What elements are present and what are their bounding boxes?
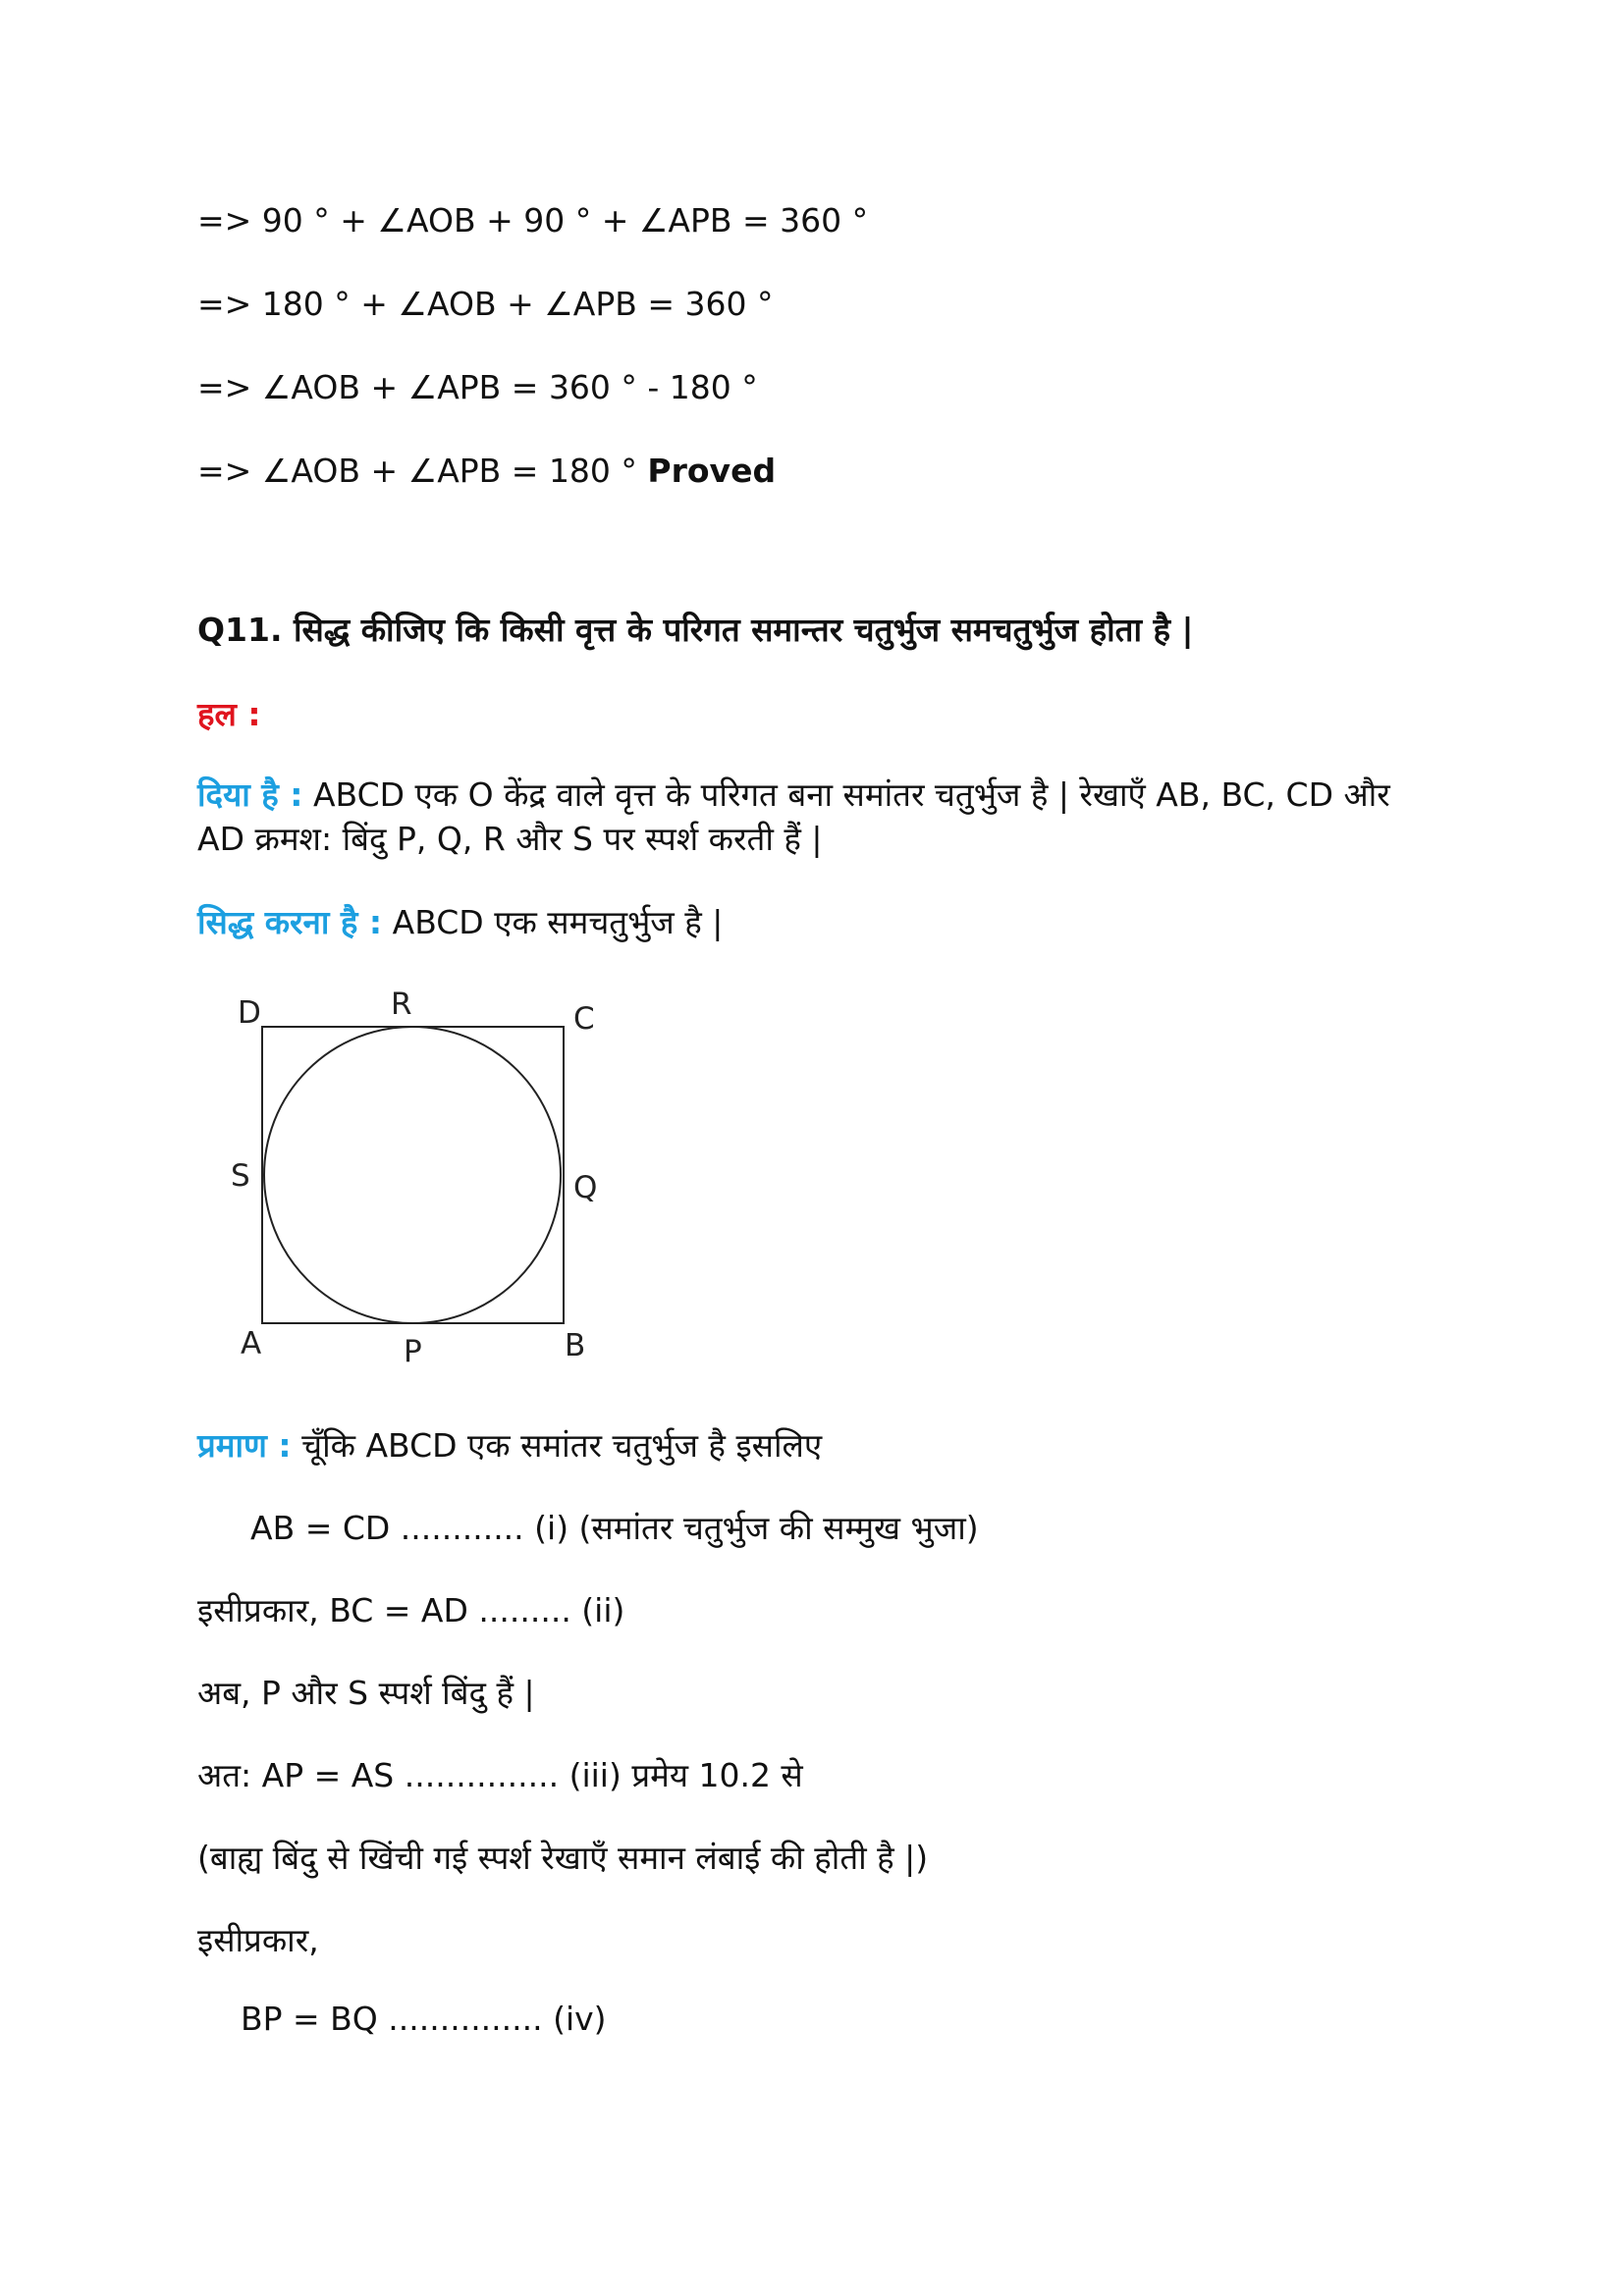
to-prove-text: ABCD एक समचतुर्भुज है | [392, 903, 724, 941]
proof-label: प्रमाण : [197, 1426, 292, 1465]
step-line: => ∠AOB + ∠APB = 360 ° - 180 ° [197, 368, 758, 406]
proof-line: अब, P और S स्पर्श बिंदु हैं | [197, 1674, 535, 1712]
proved-label: Proved [647, 452, 777, 490]
proof-intro: चूँकि ABCD एक समांतर चतुर्भुज है इसलिए [301, 1426, 823, 1465]
proof-intro-line [197, 1426, 822, 1466]
label-b: B [565, 1328, 586, 1363]
proof-line: अत: AP = AS ............... (iii) प्रमेय 10.2 से [197, 1756, 803, 1794]
label-q: Q [573, 1170, 598, 1205]
label-p: P [404, 1334, 422, 1369]
given-text: ABCD एक O केंद्र वाले वृत्त के परिगत बना समांतर चतुर्भुज है | रेखाएँ AB, BC, CD और [312, 775, 1390, 814]
to-prove-label: सिद्ध करना है : [197, 903, 383, 941]
label-r: R [391, 987, 412, 1022]
label-s: S [231, 1158, 250, 1194]
label-c: C [573, 1001, 595, 1037]
proof-line: BP = BQ ............... (iv) [241, 2000, 607, 2038]
solution-label: हल : [197, 695, 261, 733]
given-label: दिया है : [197, 775, 303, 814]
proof-line: इसीप्रकार, BC = AD ......... (ii) [197, 1591, 625, 1629]
step-text: => ∠AOB + ∠APB = 180 ° [197, 452, 637, 490]
label-a: A [241, 1326, 262, 1362]
proof-line: AB = CD ............ (i) (समांतर चतुर्भुज की सम्मुख भुजा) [250, 1509, 979, 1547]
proof-line: इसीप्रकार, [197, 1921, 319, 1959]
step-line: => 180 ° + ∠AOB + ∠APB = 360 ° [197, 285, 774, 323]
given-line-2: AD क्रमश: बिंदु P, Q, R और S पर स्पर्श करती हैं | [197, 820, 823, 858]
label-d: D [238, 995, 261, 1031]
inscribed-circle [264, 1027, 561, 1323]
step-line: => 90 ° + ∠AOB + 90 ° + ∠APB = 360 ° [197, 201, 869, 240]
proof-line: (बाह्य बिंदु से खिंची गई स्पर्श रेखाएँ समान लंबाई की होती है |) [197, 1839, 929, 1877]
question-heading: Q11. सिद्ध कीजिए कि किसी वृत्त के परिगत समान्तर चतुर्भुज समचतुर्भुज होता है | [197, 611, 1194, 649]
